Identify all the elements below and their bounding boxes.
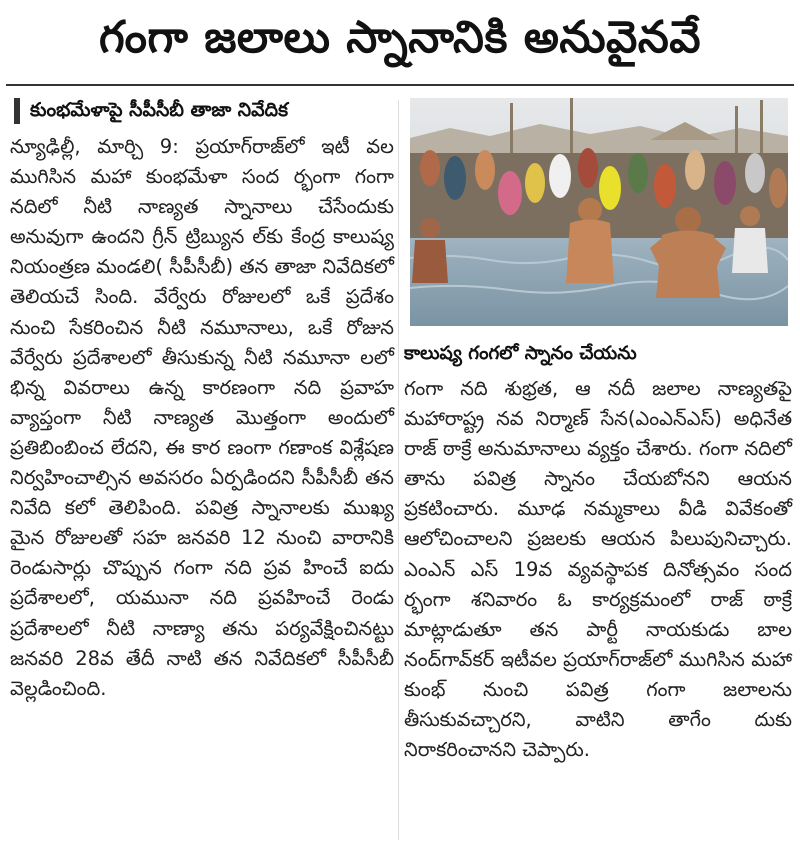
news-photo: [410, 98, 788, 326]
subhead-marker: [14, 98, 20, 124]
body-left-text: న్యూఢిల్లీ, మార్చి 9: ప్రయాగ్‌రాజ్‌లో ఇటీ వల ముగిసిన మహా కుంభమేళా సంద ర్భంగా గంగా నదిలో నీటి నాణ్యత స్నానాలు చేసేందుకు అనువుగా ఉందని గ్రీన్ ట్రిబ్యున ల్‌కు కేంద్ర కాలుష్య నియంత్రణ మండలి( సీపీసీబీ) తన తాజా నివేదికలో తెలియచే సింది. వేర్వేరు రోజులలో ఒకే ప్రదేశం నుంచి సేకరించిన నీటి నమూనాలు, ఒకే రోజున వేర్వేరు ప్రదేశాలలో తీసుకున్న నీటి నమూనా లలో భిన్న వివరాలు ఉన్న కారణంగా నది ప్రవాహ వ్యాప్తంగా నీటి నాణ్యత మొత్తంగా అందులో ప్రతిబింబించ లేదని, ఈ కార ణంగా గణాంక విశ్లేషణ నిర్వహించాల్సిన అవసరం ఏర్పడిందని సీపీసీబీ తన నివేది కలో తెలిపింది. పవిత్ర స్నానాలకు ముఖ్య మైన రోజులతో సహ జనవరి 12 నుంచి వారానికి రెండుసార్లు చొప్పున గంగా నది ప్రవ హించే ఐదు ప్రదేశాలలో, యమునా నది ప్రవహించే రెండు ప్రదేశాలలో నీటి నాణ్యా తను పర్యవేక్షించినట్టు జనవరి 28వ తేదీ నాటి తన నివేదికలో సీపీసీబీ వెల్లడించింది.: [10, 135, 394, 700]
headline-rule: [6, 84, 794, 86]
photo-caption: కాలుష్య గంగలో స్నానం చేయను: [404, 343, 637, 364]
subheadline: కుంభమేళాపై సీపీసీబీ తాజా నివేదిక: [30, 99, 288, 121]
bathing-scene-image: [410, 98, 788, 326]
headline: గంగా జలాలు స్నానానికి అనువైనవే: [98, 12, 702, 63]
body-right-text: గంగా నది శుభ్రత, ఆ నదీ జలాల నాణ్యతపై మహారాష్ట్ర నవ నిర్మాణ్ సేన(ఎంఎన్ఎస్) అధినేత రాజ్ ఠాక్రే అనుమానాలు వ్యక్తం చేశారు. గంగా నదిలో తాను పవిత్ర స్నానం చేయబోనని ఆయన ప్రకటించారు. మూఢ నమ్మకాలు వీడి వివేకంతో ఆలోచించాలని ప్రజలకు ఆయన పిలుపునిచ్చారు. ఎంఎన్ ఎస్ 19వ వ్యవస్థాపక దినోత్సవం సంద ర్భంగా శనివారం ఓ కార్యక్రమంలో రాజ్ ఠాక్రే మాట్లాడుతూ తన పార్టీ నాయకుడు బాల నంద్‌గావ్‌కర్ ఇటీవల ప్రయాగ్‌రాజ్‌లో ముగిసిన మహా కుంభ్ నుంచి పవిత్ర గంగా జలాలను తీసుకువచ్చారని, వాటిని తాగేం దుకు నిరాకరించానని చెప్పారు.: [404, 377, 792, 762]
column-divider: [398, 100, 399, 840]
article-body-right: [404, 374, 792, 844]
article-body-left: [10, 132, 394, 848]
